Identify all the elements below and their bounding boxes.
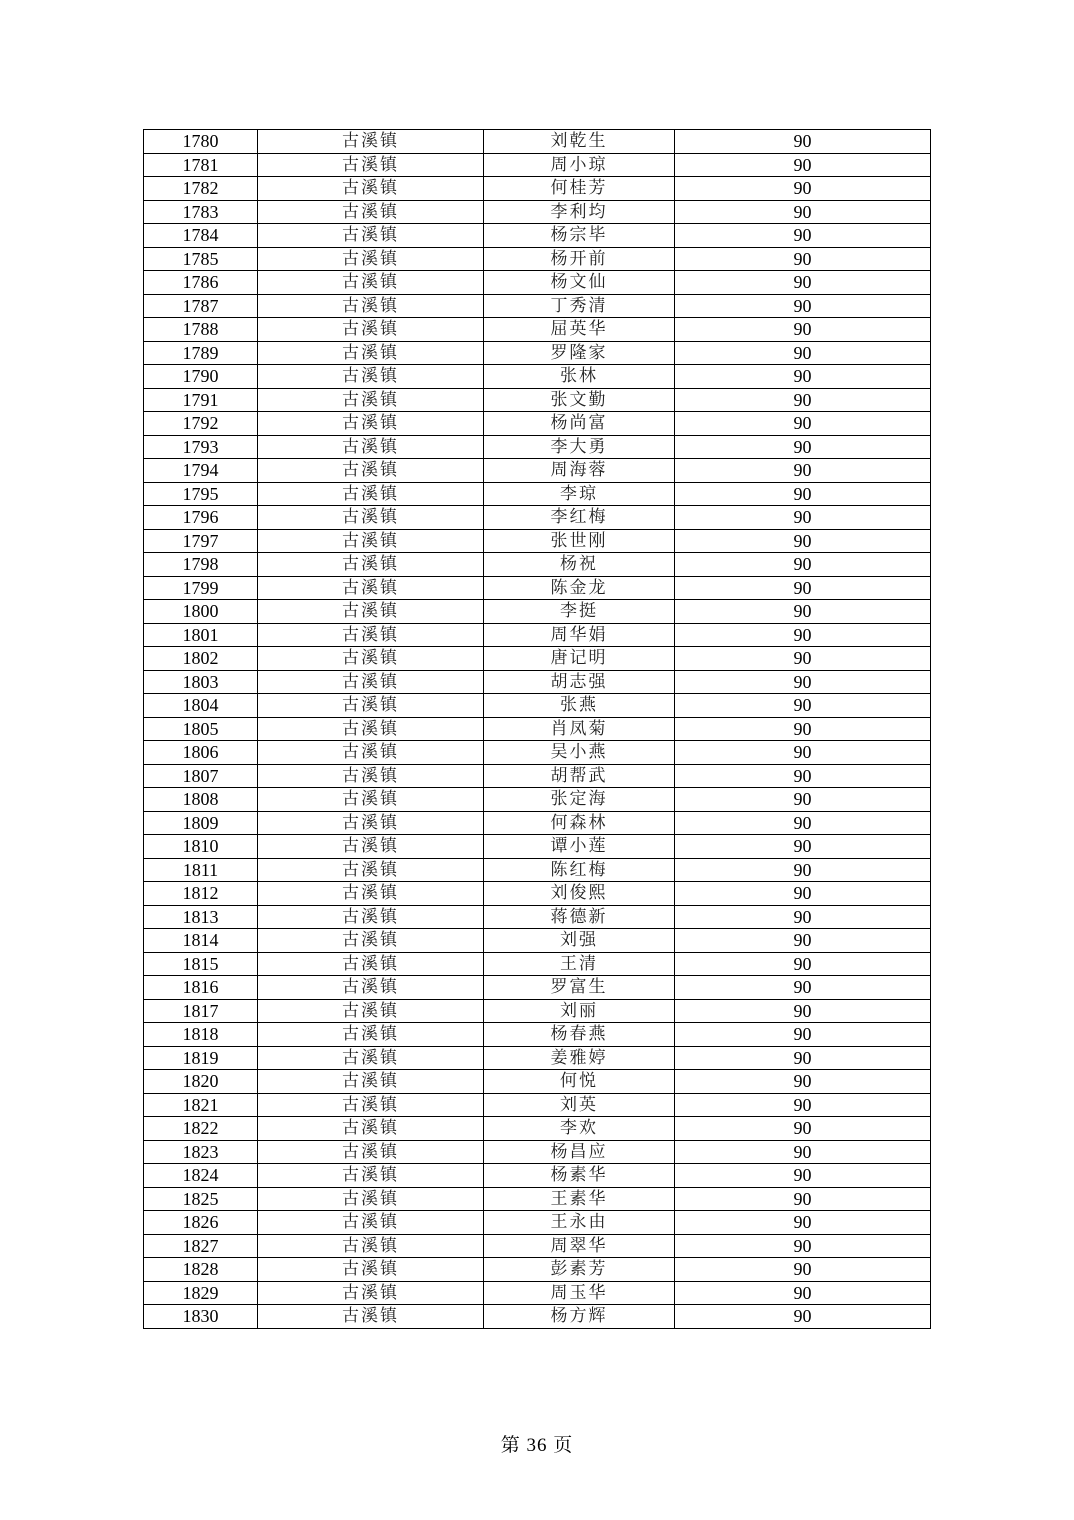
row-number-cell: 1781 (144, 153, 258, 177)
name-cell: 胡志强 (484, 670, 675, 694)
score-cell: 90 (675, 341, 931, 365)
row-number-cell: 1800 (144, 600, 258, 624)
row-number-cell: 1804 (144, 694, 258, 718)
score-cell: 90 (675, 1211, 931, 1235)
row-number-cell: 1787 (144, 294, 258, 318)
score-cell: 90 (675, 506, 931, 530)
town-cell: 古溪镇 (258, 412, 484, 436)
table-row (144, 1023, 931, 1047)
town-cell: 古溪镇 (258, 741, 484, 765)
town-cell: 古溪镇 (258, 200, 484, 224)
name-cell: 彭素芳 (484, 1258, 675, 1282)
table-row (144, 130, 931, 154)
table-row (144, 717, 931, 741)
town-cell: 古溪镇 (258, 976, 484, 1000)
town-cell: 古溪镇 (258, 1070, 484, 1094)
score-cell: 90 (675, 929, 931, 953)
row-number-cell: 1812 (144, 882, 258, 906)
row-number-cell: 1819 (144, 1046, 258, 1070)
town-cell: 古溪镇 (258, 929, 484, 953)
name-cell: 刘乾生 (484, 130, 675, 154)
name-cell: 胡帮武 (484, 764, 675, 788)
name-cell: 唐记明 (484, 647, 675, 671)
row-number-cell: 1799 (144, 576, 258, 600)
town-cell: 古溪镇 (258, 388, 484, 412)
row-number-cell: 1798 (144, 553, 258, 577)
town-cell: 古溪镇 (258, 1258, 484, 1282)
score-cell: 90 (675, 482, 931, 506)
table-row (144, 858, 931, 882)
row-number-cell: 1791 (144, 388, 258, 412)
town-cell: 古溪镇 (258, 1211, 484, 1235)
town-cell: 古溪镇 (258, 365, 484, 389)
score-cell: 90 (675, 1258, 931, 1282)
score-cell: 90 (675, 1164, 931, 1188)
score-cell: 90 (675, 1117, 931, 1141)
score-cell: 90 (675, 623, 931, 647)
row-number-cell: 1815 (144, 952, 258, 976)
table-row (144, 623, 931, 647)
table-row (144, 247, 931, 271)
name-cell: 张定海 (484, 788, 675, 812)
score-cell: 90 (675, 670, 931, 694)
row-number-cell: 1788 (144, 318, 258, 342)
table-row (144, 1305, 931, 1329)
name-cell: 王素华 (484, 1187, 675, 1211)
table-row (144, 1234, 931, 1258)
table-row (144, 976, 931, 1000)
name-cell: 杨昌应 (484, 1140, 675, 1164)
town-cell: 古溪镇 (258, 670, 484, 694)
town-cell: 古溪镇 (258, 271, 484, 295)
name-cell: 张世刚 (484, 529, 675, 553)
town-cell: 古溪镇 (258, 694, 484, 718)
row-number-cell: 1780 (144, 130, 258, 154)
row-number-cell: 1782 (144, 177, 258, 201)
table-row (144, 506, 931, 530)
row-number-cell: 1821 (144, 1093, 258, 1117)
table-row (144, 224, 931, 248)
town-cell: 古溪镇 (258, 788, 484, 812)
row-number-cell: 1809 (144, 811, 258, 835)
row-number-cell: 1814 (144, 929, 258, 953)
score-cell: 90 (675, 1046, 931, 1070)
name-cell: 肖凤菊 (484, 717, 675, 741)
table-row (144, 929, 931, 953)
row-number-cell: 1793 (144, 435, 258, 459)
row-number-cell: 1817 (144, 999, 258, 1023)
score-cell: 90 (675, 835, 931, 859)
score-cell: 90 (675, 529, 931, 553)
table-row (144, 435, 931, 459)
score-cell: 90 (675, 1093, 931, 1117)
score-cell: 90 (675, 1234, 931, 1258)
score-cell: 90 (675, 1070, 931, 1094)
row-number-cell: 1796 (144, 506, 258, 530)
score-cell: 90 (675, 435, 931, 459)
town-cell: 古溪镇 (258, 224, 484, 248)
name-cell: 张燕 (484, 694, 675, 718)
name-cell: 张文勤 (484, 388, 675, 412)
name-cell: 刘英 (484, 1093, 675, 1117)
name-cell: 王清 (484, 952, 675, 976)
score-cell: 90 (675, 788, 931, 812)
table-row (144, 1117, 931, 1141)
row-number-cell: 1825 (144, 1187, 258, 1211)
town-cell: 古溪镇 (258, 1117, 484, 1141)
row-number-cell: 1827 (144, 1234, 258, 1258)
name-cell: 周海蓉 (484, 459, 675, 483)
row-number-cell: 1785 (144, 247, 258, 271)
name-cell: 杨方辉 (484, 1305, 675, 1329)
score-cell: 90 (675, 647, 931, 671)
score-cell: 90 (675, 459, 931, 483)
score-cell: 90 (675, 717, 931, 741)
name-cell: 何森林 (484, 811, 675, 835)
town-cell: 古溪镇 (258, 835, 484, 859)
score-cell: 90 (675, 576, 931, 600)
table-row (144, 694, 931, 718)
name-cell: 杨尚富 (484, 412, 675, 436)
table-row (144, 1093, 931, 1117)
score-cell: 90 (675, 412, 931, 436)
name-cell: 刘强 (484, 929, 675, 953)
name-cell: 蒋德新 (484, 905, 675, 929)
name-cell: 周小琼 (484, 153, 675, 177)
name-cell: 杨开前 (484, 247, 675, 271)
row-number-cell: 1789 (144, 341, 258, 365)
score-cell: 90 (675, 811, 931, 835)
row-number-cell: 1830 (144, 1305, 258, 1329)
table-row (144, 952, 931, 976)
table-row (144, 529, 931, 553)
table-row (144, 200, 931, 224)
town-cell: 古溪镇 (258, 623, 484, 647)
name-cell: 李挺 (484, 600, 675, 624)
table-row (144, 553, 931, 577)
town-cell: 古溪镇 (258, 247, 484, 271)
row-number-cell: 1816 (144, 976, 258, 1000)
row-number-cell: 1797 (144, 529, 258, 553)
score-cell: 90 (675, 153, 931, 177)
score-cell: 90 (675, 247, 931, 271)
score-cell: 90 (675, 388, 931, 412)
row-number-cell: 1801 (144, 623, 258, 647)
table-row (144, 177, 931, 201)
town-cell: 古溪镇 (258, 858, 484, 882)
score-cell: 90 (675, 365, 931, 389)
town-cell: 古溪镇 (258, 318, 484, 342)
town-cell: 古溪镇 (258, 177, 484, 201)
table-row (144, 1187, 931, 1211)
name-cell: 王永由 (484, 1211, 675, 1235)
row-number-cell: 1824 (144, 1164, 258, 1188)
table-row (144, 882, 931, 906)
table-row (144, 459, 931, 483)
name-cell: 姜雅婷 (484, 1046, 675, 1070)
town-cell: 古溪镇 (258, 435, 484, 459)
row-number-cell: 1795 (144, 482, 258, 506)
town-cell: 古溪镇 (258, 482, 484, 506)
town-cell: 古溪镇 (258, 905, 484, 929)
name-cell: 何悦 (484, 1070, 675, 1094)
table-row (144, 365, 931, 389)
name-cell: 罗隆家 (484, 341, 675, 365)
town-cell: 古溪镇 (258, 1046, 484, 1070)
row-number-cell: 1807 (144, 764, 258, 788)
name-cell: 杨春燕 (484, 1023, 675, 1047)
row-number-cell: 1808 (144, 788, 258, 812)
score-cell: 90 (675, 999, 931, 1023)
town-cell: 古溪镇 (258, 294, 484, 318)
town-cell: 古溪镇 (258, 1140, 484, 1164)
table-row (144, 153, 931, 177)
table-row (144, 670, 931, 694)
score-cell: 90 (675, 694, 931, 718)
row-number-cell: 1820 (144, 1070, 258, 1094)
town-cell: 古溪镇 (258, 764, 484, 788)
score-cell: 90 (675, 882, 931, 906)
name-cell: 杨宗毕 (484, 224, 675, 248)
row-number-cell: 1810 (144, 835, 258, 859)
name-cell: 刘丽 (484, 999, 675, 1023)
score-cell: 90 (675, 200, 931, 224)
row-number-cell: 1811 (144, 858, 258, 882)
name-cell: 谭小莲 (484, 835, 675, 859)
name-cell: 杨文仙 (484, 271, 675, 295)
score-cell: 90 (675, 600, 931, 624)
score-cell: 90 (675, 1023, 931, 1047)
row-number-cell: 1792 (144, 412, 258, 436)
table-row (144, 412, 931, 436)
town-cell: 古溪镇 (258, 153, 484, 177)
name-cell: 李利均 (484, 200, 675, 224)
town-cell: 古溪镇 (258, 999, 484, 1023)
table-row (144, 294, 931, 318)
table-row (144, 1140, 931, 1164)
town-cell: 古溪镇 (258, 341, 484, 365)
town-cell: 古溪镇 (258, 882, 484, 906)
name-cell: 李欢 (484, 1117, 675, 1141)
table-row (144, 764, 931, 788)
row-number-cell: 1829 (144, 1281, 258, 1305)
table-row (144, 1281, 931, 1305)
score-cell: 90 (675, 318, 931, 342)
name-cell: 张林 (484, 365, 675, 389)
town-cell: 古溪镇 (258, 459, 484, 483)
row-number-cell: 1790 (144, 365, 258, 389)
town-cell: 古溪镇 (258, 576, 484, 600)
score-cell: 90 (675, 764, 931, 788)
name-cell: 丁秀清 (484, 294, 675, 318)
table-row (144, 318, 931, 342)
town-cell: 古溪镇 (258, 1234, 484, 1258)
town-cell: 古溪镇 (258, 717, 484, 741)
row-number-cell: 1822 (144, 1117, 258, 1141)
row-number-cell: 1826 (144, 1211, 258, 1235)
table-row (144, 482, 931, 506)
town-cell: 古溪镇 (258, 130, 484, 154)
table-row (144, 1046, 931, 1070)
town-cell: 古溪镇 (258, 553, 484, 577)
score-cell: 90 (675, 177, 931, 201)
table-row (144, 1164, 931, 1188)
name-cell: 罗富生 (484, 976, 675, 1000)
row-number-cell: 1805 (144, 717, 258, 741)
table-row (144, 1258, 931, 1282)
town-cell: 古溪镇 (258, 506, 484, 530)
table-row (144, 576, 931, 600)
table-row (144, 788, 931, 812)
town-cell: 古溪镇 (258, 1164, 484, 1188)
name-cell: 李红梅 (484, 506, 675, 530)
town-cell: 古溪镇 (258, 811, 484, 835)
row-number-cell: 1802 (144, 647, 258, 671)
table-body (144, 130, 931, 1329)
name-cell: 周华娟 (484, 623, 675, 647)
name-cell: 屈英华 (484, 318, 675, 342)
table-row (144, 1070, 931, 1094)
score-cell: 90 (675, 905, 931, 929)
score-cell: 90 (675, 1281, 931, 1305)
row-number-cell: 1806 (144, 741, 258, 765)
score-cell: 90 (675, 1140, 931, 1164)
table-row (144, 741, 931, 765)
town-cell: 古溪镇 (258, 1281, 484, 1305)
score-cell: 90 (675, 741, 931, 765)
score-cell: 90 (675, 952, 931, 976)
row-number-cell: 1813 (144, 905, 258, 929)
row-number-cell: 1794 (144, 459, 258, 483)
town-cell: 古溪镇 (258, 600, 484, 624)
name-cell: 李大勇 (484, 435, 675, 459)
score-cell: 90 (675, 976, 931, 1000)
name-cell: 陈金龙 (484, 576, 675, 600)
town-cell: 古溪镇 (258, 952, 484, 976)
row-number-cell: 1818 (144, 1023, 258, 1047)
table-row (144, 999, 931, 1023)
town-cell: 古溪镇 (258, 1187, 484, 1211)
table-row (144, 1211, 931, 1235)
town-cell: 古溪镇 (258, 1093, 484, 1117)
table-row (144, 811, 931, 835)
name-cell: 杨素华 (484, 1164, 675, 1188)
name-cell: 杨祝 (484, 553, 675, 577)
row-number-cell: 1828 (144, 1258, 258, 1282)
town-cell: 古溪镇 (258, 1305, 484, 1329)
score-cell: 90 (675, 130, 931, 154)
table-row (144, 905, 931, 929)
name-cell: 李琼 (484, 482, 675, 506)
row-number-cell: 1786 (144, 271, 258, 295)
score-cell: 90 (675, 1187, 931, 1211)
name-cell: 吴小燕 (484, 741, 675, 765)
name-cell: 陈红梅 (484, 858, 675, 882)
table-row (144, 835, 931, 859)
data-table (143, 129, 931, 1329)
row-number-cell: 1783 (144, 200, 258, 224)
page-number: 第 36 页 (500, 1435, 574, 1456)
score-cell: 90 (675, 294, 931, 318)
table-row (144, 388, 931, 412)
table-row (144, 341, 931, 365)
score-cell: 90 (675, 858, 931, 882)
score-cell: 90 (675, 1305, 931, 1329)
town-cell: 古溪镇 (258, 529, 484, 553)
row-number-cell: 1803 (144, 670, 258, 694)
row-number-cell: 1784 (144, 224, 258, 248)
score-cell: 90 (675, 224, 931, 248)
name-cell: 周玉华 (484, 1281, 675, 1305)
name-cell: 周翠华 (484, 1234, 675, 1258)
name-cell: 刘俊熙 (484, 882, 675, 906)
town-cell: 古溪镇 (258, 647, 484, 671)
name-cell: 何桂芳 (484, 177, 675, 201)
table-row (144, 600, 931, 624)
row-number-cell: 1823 (144, 1140, 258, 1164)
table-row (144, 271, 931, 295)
table-row (144, 647, 931, 671)
town-cell: 古溪镇 (258, 1023, 484, 1047)
score-cell: 90 (675, 271, 931, 295)
score-cell: 90 (675, 553, 931, 577)
